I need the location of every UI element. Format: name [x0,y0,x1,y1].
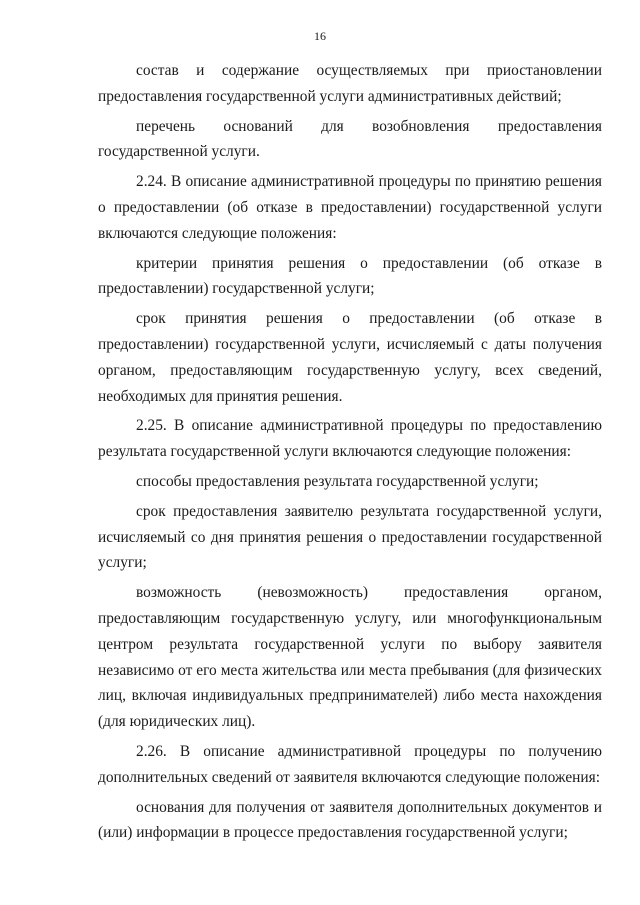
paragraph: срок предоставления заявителю результата государственной услуги, исчисляемый со дня принятия решения о предоставлении государственной услуги; [98,502,602,572]
paragraph: основания для получения от заявителя дополнительных документов и (или) информации в процессе предоставления государственной услуги; [98,798,602,842]
paragraph: состав и содержание осуществляемых при приостановлении предоставления государственной услуги административных действий; [98,62,602,105]
paragraph: 2.24. В описание административной процедуры по принятию решения о предоставлении (об отказе в предоставлении) государственной услуги включаются следующие положения: [98,173,602,242]
paragraph: возможность (невозможность) предоставления органом, предоставляющим государственную услугу, или многофункциональным центром результата государственной услуги по выбору заявителя независимо от его места жительства или места пребывания (для физических лиц, включая индивидуальных предпринимателей) либо места нахождения (для юридических лиц). [98,584,602,731]
paragraph: способы предоставления результата государственной услуги; [136,472,539,490]
document-body [98,58,602,850]
paragraph: 2.25. В описание административной процедуры по предоставлению результата государственной услуги включаются следующие положения: [98,417,602,461]
page-number: 16 [314,29,326,43]
paragraph: срок принятия решения о предоставлении (об отказе в предоставлении) государственной услуги, исчисляемый с даты получения органом, предоставляющим государственную услугу, всех сведений, необходимых для принятия решения. [98,310,602,405]
paragraph: 2.26. В описание административной процедуры по получению дополнительных сведений от заявителя включаются следующие положения: [98,742,602,786]
paragraph: критерии принятия решения о предоставлении (об отказе в предоставлении) государственной услуги; [98,254,602,298]
paragraph: перечень оснований для возобновления предоставления государственной услуги. [98,117,602,161]
